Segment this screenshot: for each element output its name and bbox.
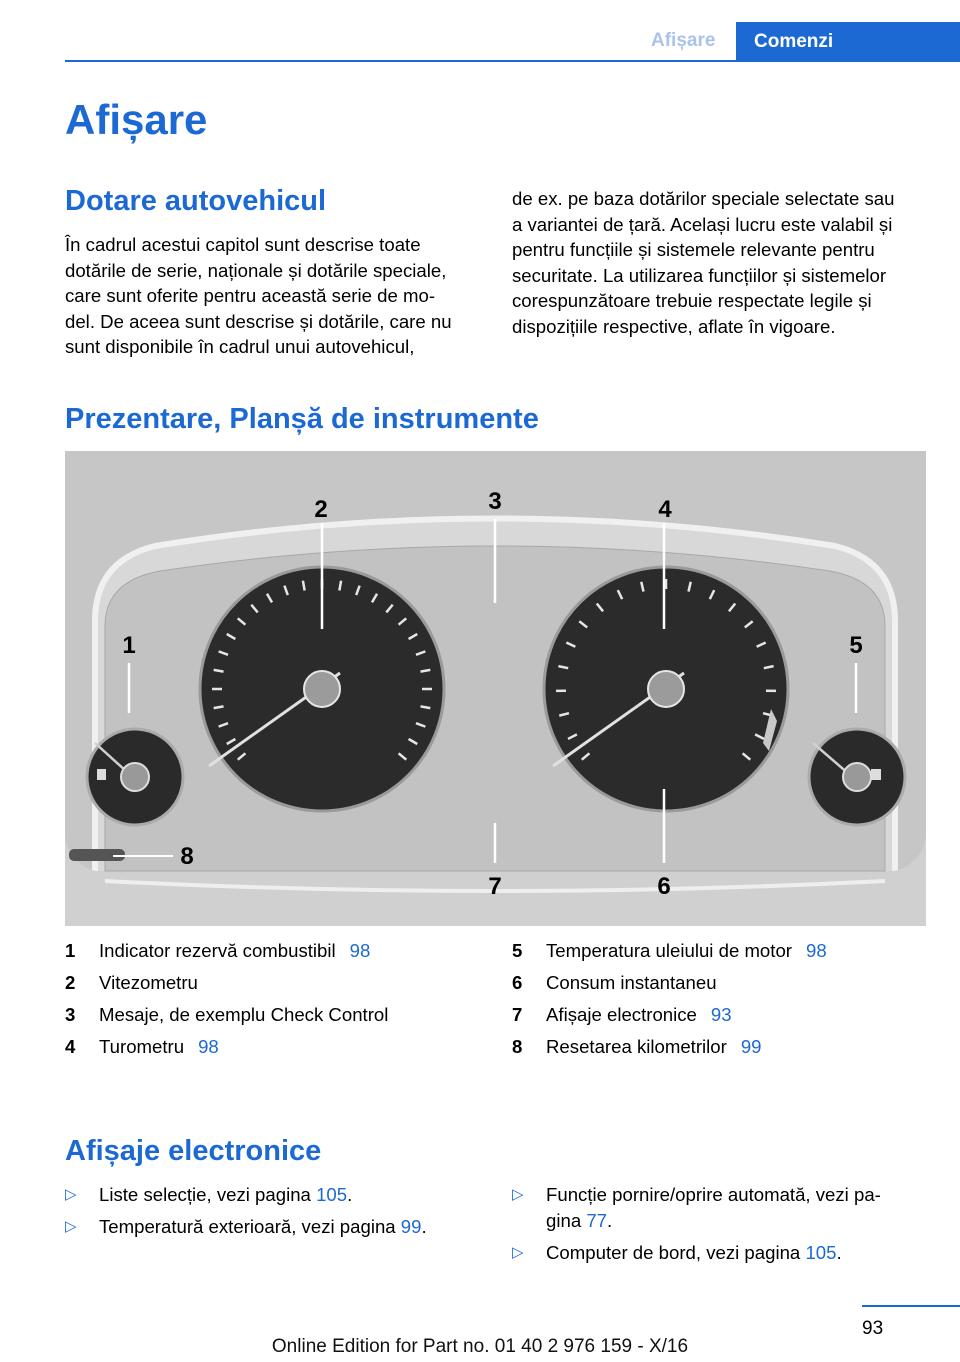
callout-1: 1 bbox=[122, 632, 136, 659]
legend-item: 6 Consum instantaneu bbox=[512, 972, 717, 993]
gauge-tick bbox=[339, 581, 341, 591]
callout-2: 2 bbox=[314, 496, 328, 523]
callout-4: 4 bbox=[658, 496, 672, 523]
callout-7: 7 bbox=[488, 873, 502, 900]
header-rule bbox=[65, 60, 960, 62]
legend-item: 3 Mesaje, de exemplu Check Control bbox=[65, 1004, 389, 1025]
text-line: În cadrul acestui capitol sunt descrise toate bbox=[65, 234, 421, 255]
gauge-tick bbox=[420, 706, 430, 708]
oil-temp-gauge bbox=[809, 729, 905, 825]
heading-prezentare: Prezentare, Planșă de instrumente bbox=[65, 403, 539, 435]
callout-6: 6 bbox=[657, 873, 671, 900]
oil-temp-icon bbox=[871, 769, 881, 780]
footer-rule bbox=[862, 1305, 960, 1307]
header-section-tab: Afișare bbox=[651, 30, 716, 51]
page-link[interactable]: 99 bbox=[740, 1036, 762, 1057]
legend-left bbox=[65, 935, 388, 1063]
text-line: a variantei de țară. Același lucru este valabil și bbox=[512, 213, 893, 235]
text-line: care sunt oferite pentru această serie de mo‐ bbox=[65, 285, 436, 306]
legend-item: 7 Afișaje electronice 93 bbox=[512, 1004, 732, 1025]
text-line: dotările de serie, naționale și dotările speciale, bbox=[65, 259, 447, 281]
text-line: del. De aceea sunt descrise și dotările, care nu bbox=[65, 310, 452, 332]
text-line: sunt disponibile în cadrul unui autovehicul, bbox=[65, 336, 415, 357]
edition-footer: Online Edition for Part no. 01 40 2 976 159 - X/16 bbox=[271, 1336, 689, 1357]
page-number: 93 bbox=[862, 1318, 884, 1339]
legend-item: 2 Vitezometru bbox=[65, 972, 198, 993]
heading-dotare: Dotare autovehicul bbox=[65, 185, 327, 217]
page-link[interactable]: 98 bbox=[349, 940, 371, 961]
callout-8: 8 bbox=[180, 843, 194, 870]
callout-3: 3 bbox=[488, 488, 502, 515]
instrument-cluster-figure bbox=[65, 451, 926, 926]
callout-5: 5 bbox=[849, 632, 863, 659]
gauge-tick bbox=[303, 581, 305, 591]
gauge-tick bbox=[420, 670, 430, 672]
bullet-triangle-icon: ▷ bbox=[65, 1218, 77, 1235]
paragraph-right bbox=[512, 186, 932, 339]
gauge-tick bbox=[214, 706, 224, 708]
page-link[interactable]: 93 bbox=[710, 1004, 732, 1025]
text-line: de ex. pe baza dotărilor speciale selectate sau bbox=[512, 188, 895, 209]
fuel-gauge bbox=[87, 729, 183, 825]
legend-item: 1 Indicator rezervă combustibil 98 bbox=[65, 940, 371, 961]
bullet-triangle-icon: ▷ bbox=[512, 1186, 524, 1203]
page-link[interactable]: 105 bbox=[805, 1242, 837, 1263]
list-item: ▷ Funcție pornire/oprire automată, vezi pa‐ gina 77. bbox=[512, 1184, 881, 1231]
text-line: securitate. La utilizarea funcțiilor și sistemelor bbox=[512, 264, 887, 286]
page-link[interactable]: 98 bbox=[805, 940, 827, 961]
legend-item: 5 Temperatura uleiului de motor 98 bbox=[512, 940, 827, 961]
page-link[interactable]: 77 bbox=[586, 1209, 608, 1231]
paragraph-left bbox=[65, 232, 485, 360]
tachometer-gauge bbox=[544, 567, 788, 811]
page-link[interactable]: 105 bbox=[316, 1184, 348, 1205]
page-link[interactable]: 99 bbox=[400, 1216, 422, 1237]
page-link[interactable]: 98 bbox=[198, 1036, 219, 1057]
bullet-triangle-icon: ▷ bbox=[65, 1186, 77, 1203]
list-item: ▷ Liste selecție, vezi pagina 105. bbox=[65, 1182, 485, 1208]
bullet-triangle-icon: ▷ bbox=[512, 1244, 524, 1261]
legend-right bbox=[512, 935, 827, 1063]
list-item: ▷ Temperatură exterioară, vezi pagina 99. bbox=[65, 1214, 485, 1240]
gauge-tick bbox=[214, 670, 224, 672]
fuel-pump-icon bbox=[97, 769, 106, 780]
list-item: ▷ Computer de bord, vezi pagina 105. bbox=[512, 1240, 932, 1266]
header-chapter-tab: Comenzi bbox=[736, 22, 960, 62]
text-line: corespunzătoare trebuie respectate legile și bbox=[512, 290, 872, 311]
heading-afisaje: Afișaje electronice bbox=[65, 1135, 322, 1167]
text-line: dispozițiile respective, aflate în vigoare. bbox=[512, 315, 836, 337]
page-title: Afișare bbox=[65, 96, 208, 143]
legend-item: 4 Turometru 98 bbox=[65, 1036, 219, 1057]
text-line: pentru funcțiile și sistemele relevante pentru bbox=[512, 239, 875, 260]
legend-item: 8 Resetarea kilometrilor 99 bbox=[512, 1036, 762, 1057]
